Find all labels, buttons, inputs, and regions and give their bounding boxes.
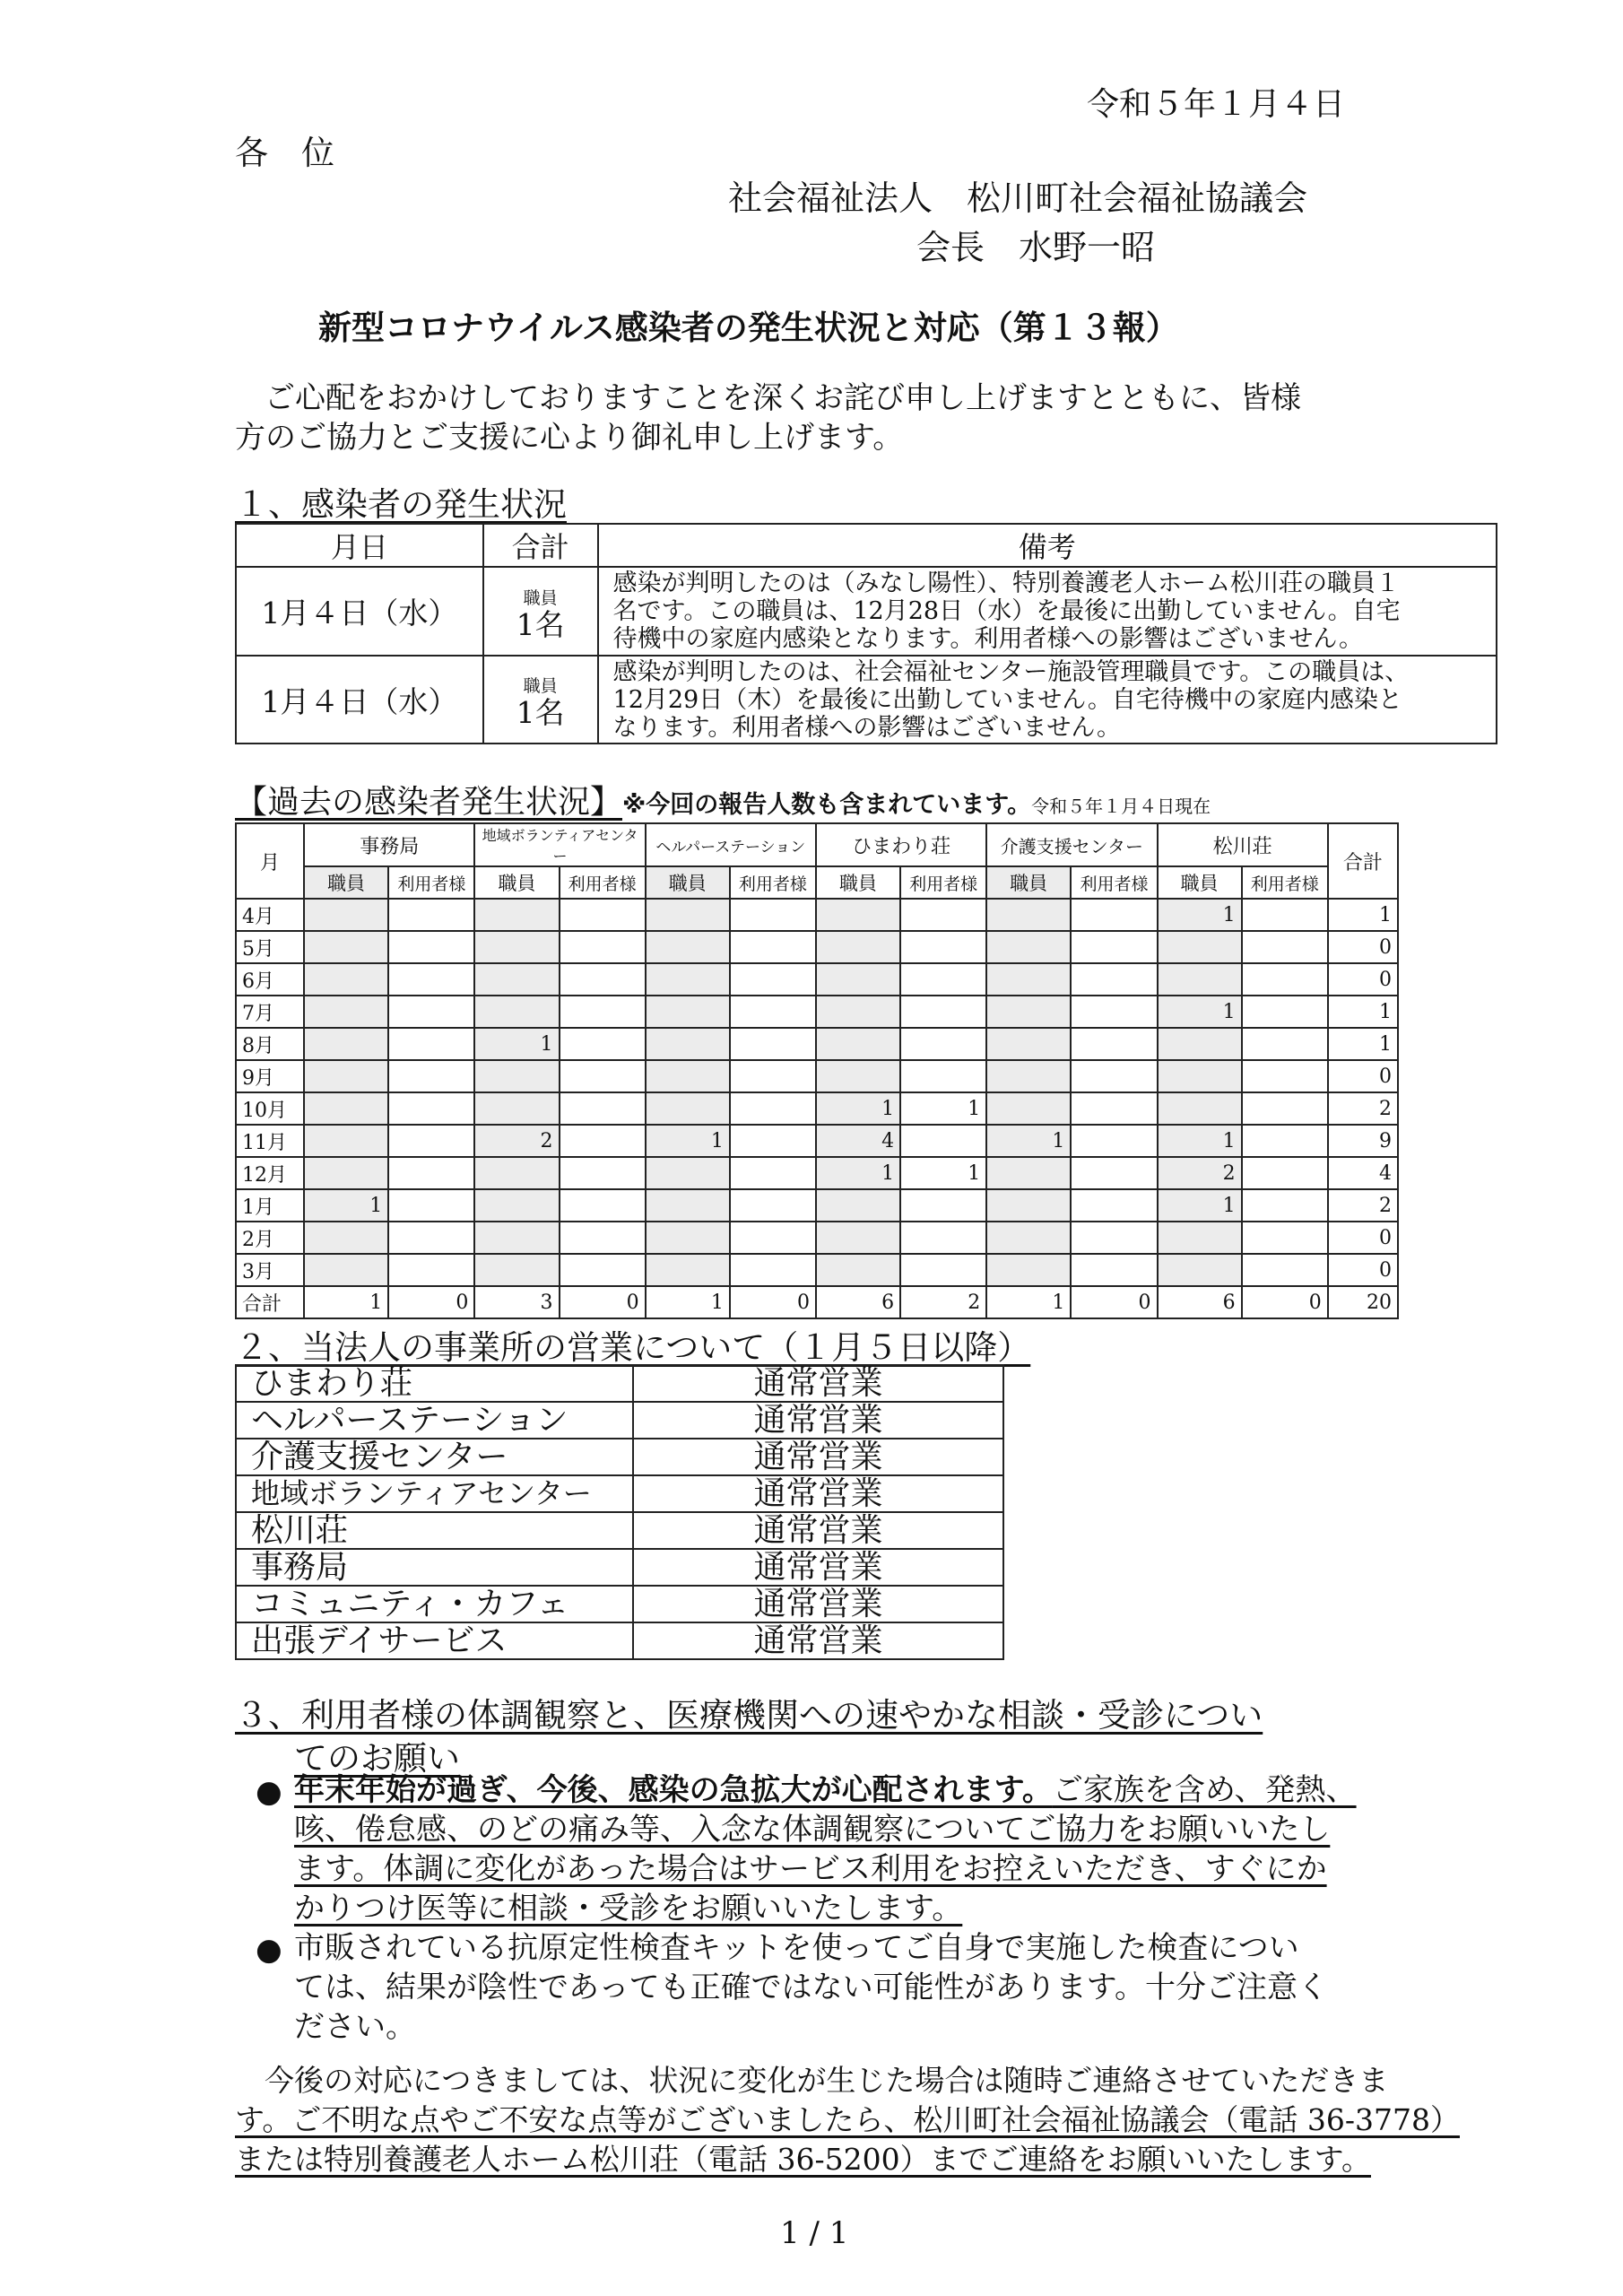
table-row	[236, 996, 1398, 1028]
table-row	[236, 1189, 1398, 1222]
month-cell: 2月	[236, 1222, 304, 1254]
dept-header: ひまわり荘	[816, 823, 986, 866]
closing-line-1: 今後の対応につきましては、状況に変化が生じた場合は随時ご連絡させていただきま	[265, 2063, 1389, 2098]
table-row	[236, 931, 1398, 963]
count-cell	[560, 963, 646, 996]
row-total-cell: 1	[1328, 899, 1398, 931]
count-cell	[388, 996, 474, 1028]
bullet-1-emphasis: 年末年始が過ぎ、今後、感染の急拡大が心配されます。	[294, 1772, 1053, 1808]
count-cell	[560, 1028, 646, 1060]
dept-header: 事務局	[304, 823, 474, 866]
count-cell	[474, 996, 559, 1028]
addressee: 各 位	[235, 134, 334, 172]
office-name: ひまわり荘	[236, 1365, 633, 1402]
count-cell	[1242, 1125, 1328, 1157]
count-cell	[560, 1222, 646, 1254]
count-cell	[1158, 1222, 1242, 1254]
table-row	[236, 1092, 1398, 1125]
count-cell	[646, 963, 730, 996]
dept-header: 介護支援センター	[986, 823, 1157, 866]
count-cell	[646, 996, 730, 1028]
document-date: 令和５年１月４日	[1087, 86, 1346, 123]
count-cell: 1	[1158, 996, 1242, 1028]
count-cell	[900, 1028, 986, 1060]
count-cell	[816, 1254, 900, 1286]
count-cell	[560, 1157, 646, 1189]
row-total-cell: 9	[1328, 1125, 1398, 1157]
office-name: 松川荘	[236, 1512, 633, 1549]
count-cell	[474, 1092, 559, 1125]
count-cell	[1158, 931, 1242, 963]
count-cell	[474, 931, 559, 963]
count-cell	[816, 1222, 900, 1254]
row-note-line: なります。利用者様への影響はございません。	[612, 713, 1121, 742]
count-cell	[388, 1125, 474, 1157]
count-cell	[388, 1222, 474, 1254]
count-cell: 1	[646, 1286, 730, 1318]
bullet-2-text: 市販されている抗原定性検査キットを使ってご自身で実施した検査につい	[294, 1930, 1299, 1966]
bullet-1-line: ます。体調に変化があった場合はサービス利用をお控えいただき、すぐにか	[294, 1851, 1327, 1887]
count-cell	[730, 1254, 816, 1286]
section3-heading-line-2: てのお願い	[294, 1739, 460, 1778]
count-cell	[1071, 931, 1157, 963]
count-cell	[900, 1222, 986, 1254]
sub-header-user: 利用者様	[730, 866, 816, 899]
row-note-line: 感染が判明したのは（みなし陽性）、特別養護老人ホーム松川荘の職員１	[612, 570, 1401, 597]
count-cell	[986, 996, 1071, 1028]
sub-header-staff: 職員	[646, 866, 730, 899]
count-cell: 1	[1158, 1125, 1242, 1157]
count-cell	[1158, 1254, 1242, 1286]
table-row	[236, 1402, 1003, 1439]
count-cell	[560, 1092, 646, 1125]
sub-header-staff: 職員	[474, 866, 559, 899]
count-cell	[646, 1254, 730, 1286]
sub-header-user: 利用者様	[388, 866, 474, 899]
office-status: 通常営業	[633, 1439, 1003, 1475]
sub-header-user: 利用者様	[1242, 866, 1328, 899]
table-row	[236, 1157, 1398, 1189]
count-cell	[1071, 1092, 1157, 1125]
month-cell: 12月	[236, 1157, 304, 1189]
count-cell: 0	[1071, 1286, 1157, 1318]
count-cell	[1242, 1092, 1328, 1125]
past-status-heading-row	[235, 777, 1211, 822]
count-cell	[646, 1222, 730, 1254]
office-name: 出張デイサービス	[236, 1622, 633, 1659]
count-cell	[1071, 963, 1157, 996]
count-cell	[304, 931, 388, 963]
count-cell	[1242, 996, 1328, 1028]
month-cell: 1月	[236, 1189, 304, 1222]
count-cell	[304, 963, 388, 996]
table-row	[236, 1125, 1398, 1157]
count-cell	[646, 1157, 730, 1189]
page-title: 新型コロナウイルス感染者の発生状況と対応（第１３報）	[318, 309, 1179, 347]
count-cell: 0	[1242, 1286, 1328, 1318]
count-cell: 1	[900, 1092, 986, 1125]
row-count: 1名	[516, 695, 565, 730]
count-cell	[816, 899, 900, 931]
count-cell: 1	[474, 1028, 559, 1060]
row-total-cell: 20	[1328, 1286, 1398, 1318]
count-cell	[986, 899, 1071, 931]
month-cell: 3月	[236, 1254, 304, 1286]
count-cell: 1	[1158, 1189, 1242, 1222]
count-cell	[560, 899, 646, 931]
bullet-2-line: ださい。	[294, 2009, 416, 2045]
count-cell	[986, 1092, 1071, 1125]
count-cell	[388, 1028, 474, 1060]
office-status: 通常営業	[633, 1512, 1003, 1549]
count-cell	[816, 1060, 900, 1092]
row-note-line: 12月29日（木）を最後に出勤していません。自宅待機中の家庭内感染と	[612, 685, 1402, 714]
count-cell	[900, 1254, 986, 1286]
count-cell	[1242, 1028, 1328, 1060]
count-cell: 1	[986, 1286, 1071, 1318]
row-total-cell: 0	[1328, 1222, 1398, 1254]
count-cell	[1158, 1092, 1242, 1125]
count-cell: 1	[986, 1125, 1071, 1157]
bullet-marker-1: ●	[256, 1774, 282, 1810]
count-cell	[730, 1060, 816, 1092]
table-row	[236, 1439, 1003, 1475]
count-cell	[474, 1254, 559, 1286]
count-cell	[1242, 1222, 1328, 1254]
count-cell: 4	[816, 1125, 900, 1157]
office-name: ヘルパーステーション	[236, 1402, 633, 1439]
count-cell	[1071, 1125, 1157, 1157]
count-cell	[986, 1254, 1071, 1286]
count-cell	[730, 1157, 816, 1189]
count-cell	[1071, 1189, 1157, 1222]
month-cell: 9月	[236, 1060, 304, 1092]
bullet-1-line: 咳、倦怠感、のどの痛み等、入念な体調観察についてご協力をお願いいたし	[294, 1812, 1331, 1848]
table-row	[236, 1365, 1003, 1402]
section1-heading: １、感染者の発生状況	[235, 485, 567, 524]
office-name: 介護支援センター	[236, 1439, 633, 1475]
past-status-heading: 【過去の感染者発生状況】	[235, 784, 623, 821]
count-cell	[730, 1125, 816, 1157]
count-cell: 1	[1158, 899, 1242, 931]
dept-header: 地域ボランティアセンター	[474, 823, 645, 866]
count-cell	[304, 1125, 388, 1157]
count-cell	[388, 931, 474, 963]
office-name: 事務局	[236, 1549, 633, 1586]
table-row	[236, 1512, 1003, 1549]
row-total-cell: 4	[1328, 1157, 1398, 1189]
table-row	[236, 1222, 1398, 1254]
row-role: 職員	[523, 587, 558, 608]
month-cell: 5月	[236, 931, 304, 963]
intro-line-2: 方のご協力とご支援に心より御礼申し上げます。	[235, 420, 904, 456]
closing-line-2: す。ご不明な点やご不安な点等がございましたら、松川町社会福祉協議会（電話 36-3778）	[235, 2102, 1460, 2137]
count-cell	[900, 1189, 986, 1222]
count-cell	[474, 963, 559, 996]
office-status: 通常営業	[633, 1402, 1003, 1439]
past-status-asof: 令和５年１月４日現在	[1031, 796, 1211, 817]
count-cell: 1	[816, 1092, 900, 1125]
office-status: 通常営業	[633, 1475, 1003, 1512]
count-cell	[816, 931, 900, 963]
count-cell	[304, 1254, 388, 1286]
count-cell: 6	[816, 1286, 900, 1318]
count-cell	[730, 1189, 816, 1222]
month-cell: 合計	[236, 1286, 304, 1318]
total-header: 合計	[1328, 823, 1398, 899]
infection-table	[235, 523, 1497, 744]
intro-line-1: ご心配をおかけしておりますことを深くお詫び申し上げますとともに、皆様	[265, 380, 1301, 416]
section2-heading: ２、当法人の事業所の営業について（１月５日以降）	[235, 1328, 1031, 1367]
count-cell: 0	[388, 1286, 474, 1318]
row-count: 1名	[516, 606, 565, 642]
count-cell	[1071, 996, 1157, 1028]
row-role: 職員	[523, 676, 558, 696]
count-cell	[730, 996, 816, 1028]
bullet-marker-2: ●	[256, 1932, 282, 1968]
office-status-table	[235, 1364, 1004, 1660]
count-cell	[1242, 931, 1328, 963]
month-cell: 7月	[236, 996, 304, 1028]
count-cell: 1	[900, 1157, 986, 1189]
count-cell	[304, 1157, 388, 1189]
past-status-note: ※今回の報告人数も含まれています。	[622, 791, 1032, 819]
count-cell	[1242, 1189, 1328, 1222]
count-cell	[304, 1222, 388, 1254]
row-total-cell: 0	[1328, 1060, 1398, 1092]
count-cell	[1071, 1060, 1157, 1092]
count-cell	[730, 931, 816, 963]
table-row	[236, 567, 1497, 656]
row-total-cell: 0	[1328, 963, 1398, 996]
count-cell	[474, 1189, 559, 1222]
count-cell	[1242, 1157, 1328, 1189]
count-cell: 1	[304, 1286, 388, 1318]
row-date: 1月４日（水）	[236, 656, 483, 744]
month-cell: 8月	[236, 1028, 304, 1060]
section3-heading-line-1: ３、利用者様の体調観察と、医療機関への速やかな相談・受診につい	[235, 1696, 1263, 1735]
table-row	[236, 1549, 1003, 1586]
count-cell	[900, 963, 986, 996]
count-cell	[646, 899, 730, 931]
header-date: 月日	[236, 524, 483, 567]
count-cell	[986, 1189, 1071, 1222]
count-cell	[388, 1157, 474, 1189]
office-status: 通常営業	[633, 1622, 1003, 1659]
count-cell	[816, 1028, 900, 1060]
count-cell	[900, 1125, 986, 1157]
table-row	[236, 1475, 1003, 1512]
sub-header-staff: 職員	[816, 866, 900, 899]
count-cell	[986, 1222, 1071, 1254]
table-row	[236, 899, 1398, 931]
table-row	[236, 1028, 1398, 1060]
month-cell: 10月	[236, 1092, 304, 1125]
count-cell	[1071, 1254, 1157, 1286]
count-cell	[900, 996, 986, 1028]
count-cell	[388, 899, 474, 931]
count-cell	[388, 963, 474, 996]
row-total-cell: 0	[1328, 931, 1398, 963]
count-cell	[1242, 899, 1328, 931]
count-cell	[474, 1060, 559, 1092]
count-cell	[304, 1092, 388, 1125]
row-total-cell: 2	[1328, 1189, 1398, 1222]
dept-header: ヘルパーステーション	[646, 823, 816, 866]
count-cell: 2	[900, 1286, 986, 1318]
count-cell	[1071, 899, 1157, 931]
count-cell	[646, 1060, 730, 1092]
table-row	[236, 1586, 1003, 1622]
past-status-table	[235, 822, 1399, 1319]
count-cell	[560, 1060, 646, 1092]
office-name: コミュニティ・カフェ	[236, 1586, 633, 1622]
count-cell: 0	[560, 1286, 646, 1318]
count-cell: 2	[474, 1125, 559, 1157]
count-cell	[1242, 963, 1328, 996]
count-cell	[1071, 1028, 1157, 1060]
count-cell	[900, 1060, 986, 1092]
header-notes: 備考	[598, 524, 1497, 567]
count-cell	[646, 1092, 730, 1125]
month-cell: 4月	[236, 899, 304, 931]
office-status: 通常営業	[633, 1586, 1003, 1622]
bullet-1-line: かりつけ医等に相談・受診をお願いいたします。	[294, 1891, 963, 1926]
count-cell	[816, 963, 900, 996]
row-note-line: 感染が判明したのは、社会福祉センター施設管理職員です。この職員は、	[612, 657, 1410, 686]
organization-name: 社会福祉法人 松川町社会福祉協議会	[728, 178, 1308, 218]
row-total-cell: 1	[1328, 996, 1398, 1028]
count-cell	[1071, 1222, 1157, 1254]
count-cell	[304, 899, 388, 931]
count-cell	[1071, 1157, 1157, 1189]
row-date: 1月４日（水）	[236, 567, 483, 656]
office-status: 通常営業	[633, 1549, 1003, 1586]
table-row	[236, 1286, 1398, 1318]
count-cell	[646, 1189, 730, 1222]
row-total-cell: 1	[1328, 1028, 1398, 1060]
count-cell: 6	[1158, 1286, 1242, 1318]
table-row	[236, 656, 1497, 744]
count-cell	[986, 1157, 1071, 1189]
count-cell	[1242, 1254, 1328, 1286]
bullet-1-text: ご家族を含め、発熱、	[1052, 1772, 1357, 1808]
count-cell	[560, 1254, 646, 1286]
count-cell	[816, 996, 900, 1028]
table-row	[236, 963, 1398, 996]
count-cell	[986, 931, 1071, 963]
office-status: 通常営業	[633, 1365, 1003, 1402]
count-cell: 1	[304, 1189, 388, 1222]
count-cell	[304, 996, 388, 1028]
month-header: 月	[236, 823, 304, 899]
count-cell	[900, 931, 986, 963]
count-cell	[388, 1189, 474, 1222]
sub-header-user: 利用者様	[1071, 866, 1157, 899]
count-cell	[730, 1028, 816, 1060]
dept-header: 松川荘	[1158, 823, 1328, 866]
count-cell	[986, 1060, 1071, 1092]
count-cell	[560, 931, 646, 963]
month-cell: 11月	[236, 1125, 304, 1157]
count-cell	[646, 1028, 730, 1060]
count-cell	[1242, 1060, 1328, 1092]
table-row	[236, 1622, 1003, 1659]
sub-header-user: 利用者様	[560, 866, 646, 899]
count-cell	[1158, 1028, 1242, 1060]
header-total: 合計	[483, 524, 598, 567]
month-cell: 6月	[236, 963, 304, 996]
count-cell: 1	[646, 1125, 730, 1157]
row-note-line: 待機中の家庭内感染となります。利用者様への影響はございません。	[612, 625, 1363, 653]
row-total-cell: 0	[1328, 1254, 1398, 1286]
count-cell	[560, 996, 646, 1028]
count-cell: 3	[474, 1286, 559, 1318]
count-cell	[730, 963, 816, 996]
sub-header-user: 利用者様	[900, 866, 986, 899]
count-cell	[560, 1125, 646, 1157]
office-name: 地域ボランティアセンター	[236, 1475, 633, 1512]
count-cell	[646, 931, 730, 963]
count-cell	[474, 1222, 559, 1254]
count-cell	[730, 1222, 816, 1254]
count-cell	[304, 1060, 388, 1092]
count-cell	[900, 899, 986, 931]
row-note-line: 名です。この職員は、12月28日（水）を最後に出勤していません。自宅	[612, 597, 1401, 625]
president-name: 会長 水野一昭	[916, 228, 1156, 267]
row-total-cell: 2	[1328, 1092, 1398, 1125]
bullet-2-line: ては、結果が陰性であっても正確ではない可能性があります。十分ご注意く	[294, 1970, 1328, 2005]
count-cell	[304, 1028, 388, 1060]
table-row	[236, 1060, 1398, 1092]
count-cell	[560, 1189, 646, 1222]
count-cell	[388, 1254, 474, 1286]
count-cell	[474, 1157, 559, 1189]
count-cell	[388, 1060, 474, 1092]
count-cell	[1158, 1060, 1242, 1092]
sub-header-staff: 職員	[304, 866, 388, 899]
page-number: 1 / 1	[780, 2215, 849, 2251]
count-cell	[986, 1028, 1071, 1060]
table-row	[236, 1254, 1398, 1286]
count-cell: 0	[730, 1286, 816, 1318]
closing-line-3: または特別養護老人ホーム松川荘（電話 36-5200）までご連絡をお願いいたします。	[235, 2142, 1371, 2177]
count-cell: 2	[1158, 1157, 1242, 1189]
count-cell	[388, 1092, 474, 1125]
count-cell	[730, 1092, 816, 1125]
count-cell	[730, 899, 816, 931]
sub-header-staff: 職員	[1158, 866, 1242, 899]
count-cell	[1158, 963, 1242, 996]
count-cell	[474, 899, 559, 931]
count-cell	[816, 1189, 900, 1222]
sub-header-staff: 職員	[986, 866, 1071, 899]
count-cell: 1	[816, 1157, 900, 1189]
count-cell	[986, 963, 1071, 996]
